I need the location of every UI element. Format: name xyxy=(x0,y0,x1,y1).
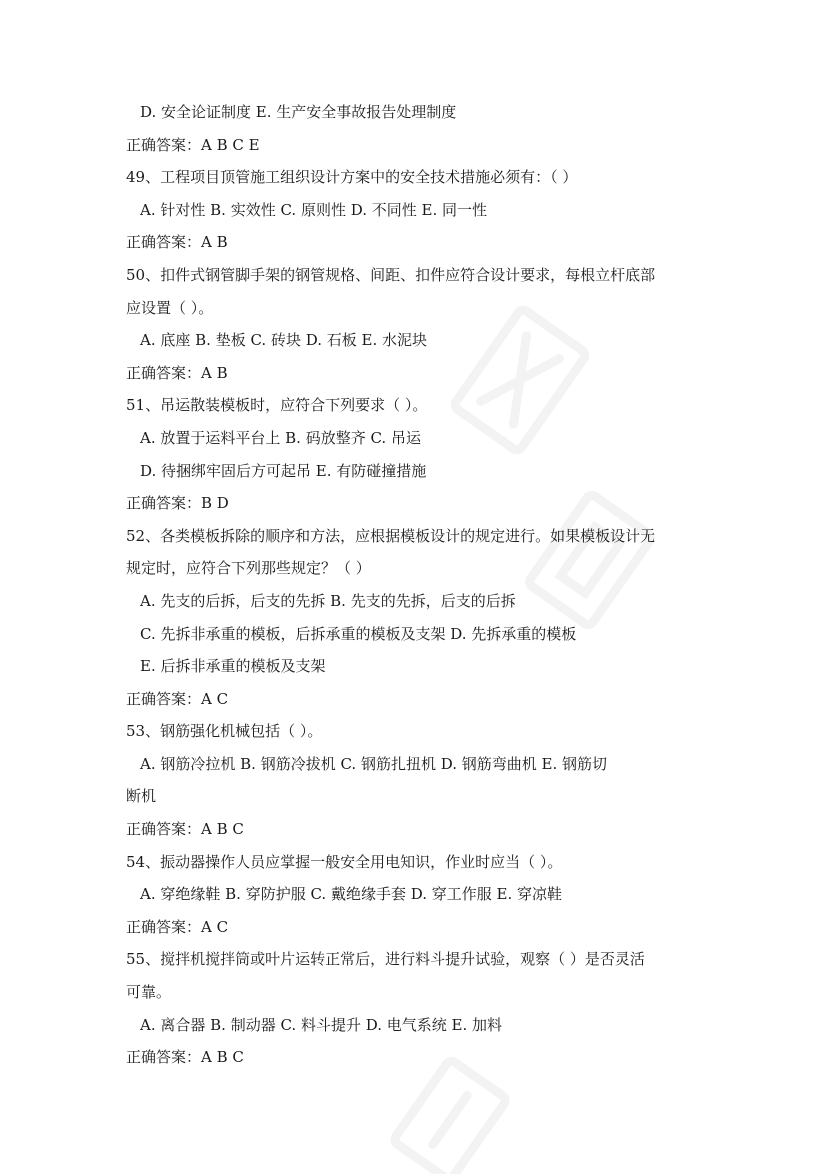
answer-line: 正确答案：A C xyxy=(126,689,229,708)
text-line: D. 待捆绑牢固后方可起吊 E. 有防碰撞措施 xyxy=(140,461,427,480)
text-line: A. 针对性 B. 实效性 C. 原则性 D. 不同性 E. 同一性 xyxy=(140,200,487,219)
text-line: 可靠。 xyxy=(126,983,172,1002)
text-line: A. 先支的后拆，后支的先拆 B. 先支的先拆，后支的后拆 xyxy=(140,591,516,610)
text-line: 断机 xyxy=(126,787,157,806)
answer-line: 正确答案：B D xyxy=(126,494,229,513)
text-line: C. 先拆非承重的模板，后拆承重的模板及支架 D. 先拆承重的模板 xyxy=(140,624,577,643)
answer-line: 正确答案：A C xyxy=(126,917,229,936)
text-line: 54、振动器操作人员应掌握一般安全用电知识，作业时应当（ ）。 xyxy=(126,852,563,871)
text-line: A. 钢筋冷拉机 B. 钢筋冷拔机 C. 钢筋扎扭机 D. 钢筋弯曲机 E. 钢筋切 xyxy=(140,754,607,773)
text-line: E. 后拆非承重的模板及支架 xyxy=(140,657,326,676)
text-line: 50、扣件式钢管脚手架的钢管规格、间距、扣件应符合设计要求，每根立杆底部 xyxy=(126,265,656,284)
text-line: D. 安全论证制度 E. 生产安全事故报告处理制度 xyxy=(140,103,457,121)
document-body xyxy=(126,96,726,1074)
text-line: 规定时，应符合下列那些规定？（ ） xyxy=(126,559,371,578)
answer-line: 正确答案：A B xyxy=(126,233,228,252)
answer-line: 正确答案：A B C xyxy=(126,1048,244,1067)
text-line: A. 底座 B. 垫板 C. 砖块 D. 石板 E. 水泥块 xyxy=(140,331,427,350)
text-line: 应设置（ ）。 xyxy=(126,298,214,317)
text-line: 49、工程项目顶管施工组织设计方案中的安全技术措施必须有：（ ） xyxy=(126,168,578,187)
text-line: 55、搅拌机搅拌筒或叶片运转正常后，进行料斗提升试验，观察（ ）是否灵活 xyxy=(126,950,645,969)
text-line: A. 放置于运料平台上 B. 码放整齐 C. 吊运 xyxy=(140,428,421,447)
answer-line: 正确答案：A B C xyxy=(126,820,244,839)
text-line: 52、各类模板拆除的顺序和方法，应根据模板设计的规定进行。如果模板设计无 xyxy=(126,526,656,545)
answer-line: 正确答案：A B xyxy=(126,363,228,382)
text-line: 51、吊运散装模板时，应符合下列要求（ ）。 xyxy=(126,396,428,415)
answer-line: 正确答案：A B C E xyxy=(126,135,260,154)
text-line: A. 穿绝缘鞋 B. 穿防护服 C. 戴绝缘手套 D. 穿工作服 E. 穿凉鞋 xyxy=(140,885,562,904)
text-line: 53、钢筋强化机械包括（ ）。 xyxy=(126,722,323,741)
text-line: A. 离合器 B. 制动器 C. 料斗提升 D. 电气系统 E. 加料 xyxy=(140,1015,502,1034)
